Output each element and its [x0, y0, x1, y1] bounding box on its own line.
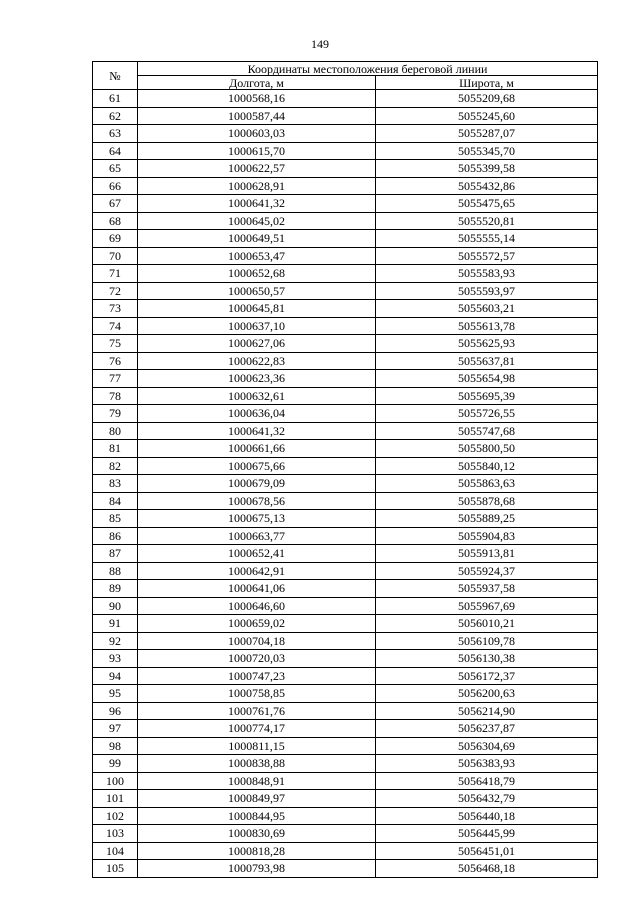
row-number: 102: [93, 807, 138, 825]
row-longitude: 1000675,13: [138, 510, 376, 528]
row-latitude: 5056200,63: [376, 685, 598, 703]
table-row: [93, 387, 598, 405]
row-number: 64: [93, 142, 138, 160]
table-row: [93, 195, 598, 213]
row-latitude: 5055654,98: [376, 370, 598, 388]
row-longitude: 1000679,09: [138, 475, 376, 493]
row-number: 82: [93, 457, 138, 475]
table-row: [93, 457, 598, 475]
row-latitude: 5055878,68: [376, 492, 598, 510]
row-longitude: 1000849,97: [138, 790, 376, 808]
row-longitude: 1000637,10: [138, 317, 376, 335]
table-row: [93, 580, 598, 598]
table-row: [93, 842, 598, 860]
row-number: 67: [93, 195, 138, 213]
row-longitude: 1000678,56: [138, 492, 376, 510]
row-number: 61: [93, 90, 138, 108]
table-row: [93, 510, 598, 528]
table-row: [93, 177, 598, 195]
row-number: 68: [93, 212, 138, 230]
row-latitude: 5056172,37: [376, 667, 598, 685]
row-latitude: 5055863,63: [376, 475, 598, 493]
row-latitude: 5056440,18: [376, 807, 598, 825]
row-longitude: 1000811,15: [138, 737, 376, 755]
row-latitude: 5056418,79: [376, 772, 598, 790]
table-row: [93, 265, 598, 283]
table-row: [93, 282, 598, 300]
row-number: 70: [93, 247, 138, 265]
row-number: 83: [93, 475, 138, 493]
row-longitude: 1000622,83: [138, 352, 376, 370]
header-coordinates-group: Координаты местоположения береговой линии: [138, 62, 598, 76]
row-latitude: 5055520,81: [376, 212, 598, 230]
row-latitude: 5056445,99: [376, 825, 598, 843]
row-longitude: 1000650,57: [138, 282, 376, 300]
row-longitude: 1000661,66: [138, 440, 376, 458]
row-latitude: 5055913,81: [376, 545, 598, 563]
row-latitude: 5055555,14: [376, 230, 598, 248]
row-number: 94: [93, 667, 138, 685]
table-row: [93, 615, 598, 633]
row-longitude: 1000830,69: [138, 825, 376, 843]
row-latitude: 5056214,90: [376, 702, 598, 720]
table-row: [93, 107, 598, 125]
table-row: [93, 405, 598, 423]
table-row: [93, 807, 598, 825]
row-latitude: 5055904,83: [376, 527, 598, 545]
table-row: [93, 142, 598, 160]
row-longitude: 1000636,04: [138, 405, 376, 423]
table-row: [93, 650, 598, 668]
row-number: 104: [93, 842, 138, 860]
table-row: [93, 632, 598, 650]
table-row: [93, 317, 598, 335]
table-row: [93, 825, 598, 843]
row-number: 73: [93, 300, 138, 318]
table-row: [93, 125, 598, 143]
row-longitude: 1000642,91: [138, 562, 376, 580]
row-number: 87: [93, 545, 138, 563]
page-number: 149: [311, 37, 329, 51]
row-longitude: 1000623,36: [138, 370, 376, 388]
row-latitude: 5055475,65: [376, 195, 598, 213]
row-latitude: 5055245,60: [376, 107, 598, 125]
row-latitude: 5056010,21: [376, 615, 598, 633]
row-latitude: 5055889,25: [376, 510, 598, 528]
table-row: [93, 352, 598, 370]
row-number: 71: [93, 265, 138, 283]
row-latitude: 5055583,93: [376, 265, 598, 283]
row-longitude: 1000641,06: [138, 580, 376, 598]
row-number: 92: [93, 632, 138, 650]
row-longitude: 1000758,85: [138, 685, 376, 703]
row-number: 84: [93, 492, 138, 510]
row-longitude: 1000838,88: [138, 755, 376, 773]
row-longitude: 1000603,03: [138, 125, 376, 143]
row-number: 79: [93, 405, 138, 423]
row-longitude: 1000641,32: [138, 195, 376, 213]
header-latitude: Широта, м: [376, 76, 598, 90]
table-row: [93, 440, 598, 458]
table-row: [93, 422, 598, 440]
table-row: [93, 370, 598, 388]
row-longitude: 1000632,61: [138, 387, 376, 405]
row-number: 72: [93, 282, 138, 300]
row-number: 97: [93, 720, 138, 738]
row-longitude: 1000641,32: [138, 422, 376, 440]
row-longitude: 1000663,77: [138, 527, 376, 545]
row-number: 75: [93, 335, 138, 353]
row-longitude: 1000645,02: [138, 212, 376, 230]
row-latitude: 5055840,12: [376, 457, 598, 475]
row-latitude: 5055695,39: [376, 387, 598, 405]
header-number: №: [93, 62, 138, 90]
table-row: [93, 860, 598, 878]
row-latitude: 5055924,37: [376, 562, 598, 580]
row-longitude: 1000652,41: [138, 545, 376, 563]
row-number: 86: [93, 527, 138, 545]
table-body: [93, 90, 598, 878]
row-number: 89: [93, 580, 138, 598]
coordinates-table: [92, 61, 598, 878]
table-row: [93, 90, 598, 108]
row-number: 101: [93, 790, 138, 808]
row-latitude: 5055937,58: [376, 580, 598, 598]
row-latitude: 5055625,93: [376, 335, 598, 353]
table-row: [93, 755, 598, 773]
row-number: 76: [93, 352, 138, 370]
row-number: 62: [93, 107, 138, 125]
row-longitude: 1000622,57: [138, 160, 376, 178]
row-longitude: 1000646,60: [138, 597, 376, 615]
row-latitude: 5055287,07: [376, 125, 598, 143]
table-row: [93, 230, 598, 248]
row-number: 100: [93, 772, 138, 790]
row-latitude: 5056451,01: [376, 842, 598, 860]
row-latitude: 5055345,70: [376, 142, 598, 160]
row-number: 81: [93, 440, 138, 458]
row-longitude: 1000747,23: [138, 667, 376, 685]
row-longitude: 1000844,95: [138, 807, 376, 825]
table-row: [93, 247, 598, 265]
row-number: 96: [93, 702, 138, 720]
table-row: [93, 527, 598, 545]
row-longitude: 1000653,47: [138, 247, 376, 265]
table-row: [93, 562, 598, 580]
table-row: [93, 702, 598, 720]
table-row: [93, 737, 598, 755]
row-latitude: 5055399,58: [376, 160, 598, 178]
row-latitude: 5055747,68: [376, 422, 598, 440]
table-row: [93, 212, 598, 230]
row-latitude: 5055432,86: [376, 177, 598, 195]
row-number: 69: [93, 230, 138, 248]
row-longitude: 1000627,06: [138, 335, 376, 353]
row-longitude: 1000818,28: [138, 842, 376, 860]
row-longitude: 1000720,03: [138, 650, 376, 668]
row-number: 88: [93, 562, 138, 580]
table-row: [93, 335, 598, 353]
row-longitude: 1000649,51: [138, 230, 376, 248]
row-latitude: 5055800,50: [376, 440, 598, 458]
row-longitude: 1000848,91: [138, 772, 376, 790]
row-number: 95: [93, 685, 138, 703]
row-latitude: 5056304,69: [376, 737, 598, 755]
row-latitude: 5056130,38: [376, 650, 598, 668]
row-longitude: 1000628,91: [138, 177, 376, 195]
table-row: [93, 685, 598, 703]
row-longitude: 1000645,81: [138, 300, 376, 318]
table-row: [93, 772, 598, 790]
table-row: [93, 720, 598, 738]
row-longitude: 1000587,44: [138, 107, 376, 125]
row-number: 99: [93, 755, 138, 773]
row-longitude: 1000793,98: [138, 860, 376, 878]
row-latitude: 5055613,78: [376, 317, 598, 335]
row-number: 91: [93, 615, 138, 633]
row-longitude: 1000704,18: [138, 632, 376, 650]
row-number: 63: [93, 125, 138, 143]
table-row: [93, 790, 598, 808]
table-row: [93, 667, 598, 685]
row-latitude: 5056383,93: [376, 755, 598, 773]
row-latitude: 5056468,18: [376, 860, 598, 878]
row-number: 78: [93, 387, 138, 405]
row-number: 105: [93, 860, 138, 878]
table-row: [93, 492, 598, 510]
table-row: [93, 300, 598, 318]
row-longitude: 1000652,68: [138, 265, 376, 283]
row-longitude: 1000675,66: [138, 457, 376, 475]
row-longitude: 1000774,17: [138, 720, 376, 738]
row-latitude: 5055603,21: [376, 300, 598, 318]
header-longitude: Долгота, м: [138, 76, 376, 90]
row-longitude: 1000659,02: [138, 615, 376, 633]
row-longitude: 1000761,76: [138, 702, 376, 720]
table-header: [93, 62, 598, 90]
row-latitude: 5055209,68: [376, 90, 598, 108]
row-number: 103: [93, 825, 138, 843]
row-latitude: 5055726,55: [376, 405, 598, 423]
row-longitude: 1000568,16: [138, 90, 376, 108]
row-number: 74: [93, 317, 138, 335]
row-number: 80: [93, 422, 138, 440]
row-latitude: 5055637,81: [376, 352, 598, 370]
row-number: 90: [93, 597, 138, 615]
table-row: [93, 545, 598, 563]
row-number: 77: [93, 370, 138, 388]
table-row: [93, 160, 598, 178]
row-number: 85: [93, 510, 138, 528]
row-longitude: 1000615,70: [138, 142, 376, 160]
table-row: [93, 597, 598, 615]
row-latitude: 5056109,78: [376, 632, 598, 650]
row-number: 98: [93, 737, 138, 755]
row-number: 65: [93, 160, 138, 178]
table-row: [93, 475, 598, 493]
row-number: 66: [93, 177, 138, 195]
row-number: 93: [93, 650, 138, 668]
row-latitude: 5056237,87: [376, 720, 598, 738]
row-latitude: 5056432,79: [376, 790, 598, 808]
row-latitude: 5055967,69: [376, 597, 598, 615]
row-latitude: 5055572,57: [376, 247, 598, 265]
row-latitude: 5055593,97: [376, 282, 598, 300]
